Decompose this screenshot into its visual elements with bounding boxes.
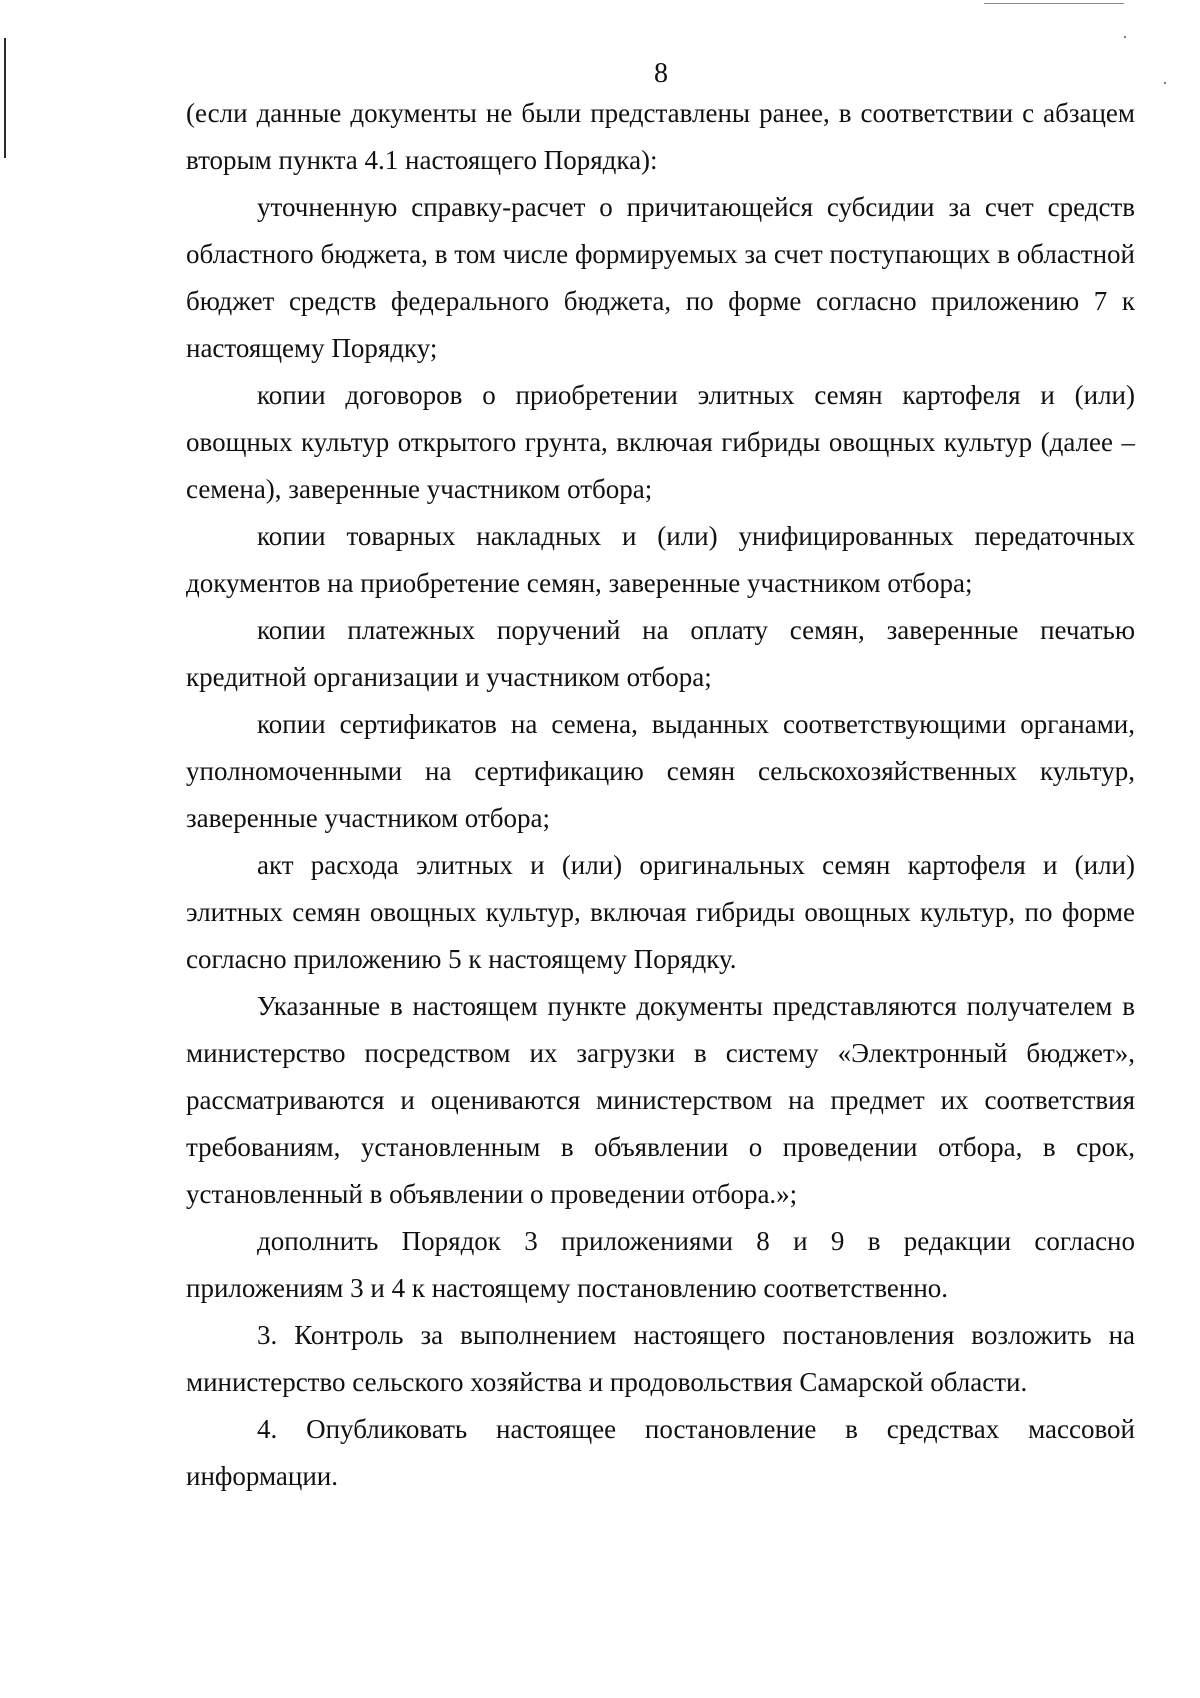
page-number: 8 <box>654 58 668 89</box>
paragraph: дополнить Порядок 3 приложениями 8 и 9 в редакции согласно приложениям 3 и 4 к настоящему постановлению соответственно. <box>186 1226 1135 1303</box>
paragraph: копии договоров о приобретении элитных семян картофеля и (или) овощных культур открытого грунта, включая гибриды овощных культур (далее – семена), заверенные участником отбора; <box>186 380 1135 504</box>
paragraph: копии платежных поручений на оплату семян, заверенные печатью кредитной организации и участником отбора; <box>186 615 1135 692</box>
scan-top-line <box>984 3 1124 4</box>
document-body <box>186 90 1135 1500</box>
paragraph: копии сертификатов на семена, выданных соответствующими органами, уполномоченными на сертификацию семян сельскохозяйственных культур, заверенные участником отбора; <box>186 709 1135 833</box>
paragraph: Указанные в настоящем пункте документы представляются получателем в министерство посредством их загрузки в систему «Электронный бюджет», рассматриваются и оцениваются министерством на предмет их соответствия требованиям, установленным в объявлении о проведении отбора, в срок, установленный в объявлении о проведении отбора.»; <box>186 991 1135 1209</box>
scan-speck <box>1124 36 1126 38</box>
paragraph: (если данные документы не были представлены ранее, в соответствии с абзацем вторым пункта 4.1 настоящего Порядка): <box>186 98 1135 175</box>
paragraph: акт расхода элитных и (или) оригинальных семян картофеля и (или) элитных семян овощных культур, включая гибриды овощных культур, по форме согласно приложению 5 к настоящему Порядку. <box>186 850 1135 974</box>
scan-edge-mark <box>4 38 6 158</box>
paragraph: 3. Контроль за выполнением настоящего постановления возложить на министерство сельского хозяйства и продовольствия Самарской области. <box>186 1320 1135 1397</box>
paragraph: уточненную справку-расчет о причитающейся субсидии за счет средств областного бюджета, в том числе формируемых за счет поступающих в областной бюджет средств федерального бюджета, по форме согласно приложению 7 к настоящему Порядку; <box>186 192 1135 363</box>
paragraph: копии товарных накладных и (или) унифицированных передаточных документов на приобретение семян, заверенные участником отбора; <box>186 521 1135 598</box>
paragraph: 4. Опубликовать настоящее постановление в средствах массовой информации. <box>186 1414 1135 1491</box>
